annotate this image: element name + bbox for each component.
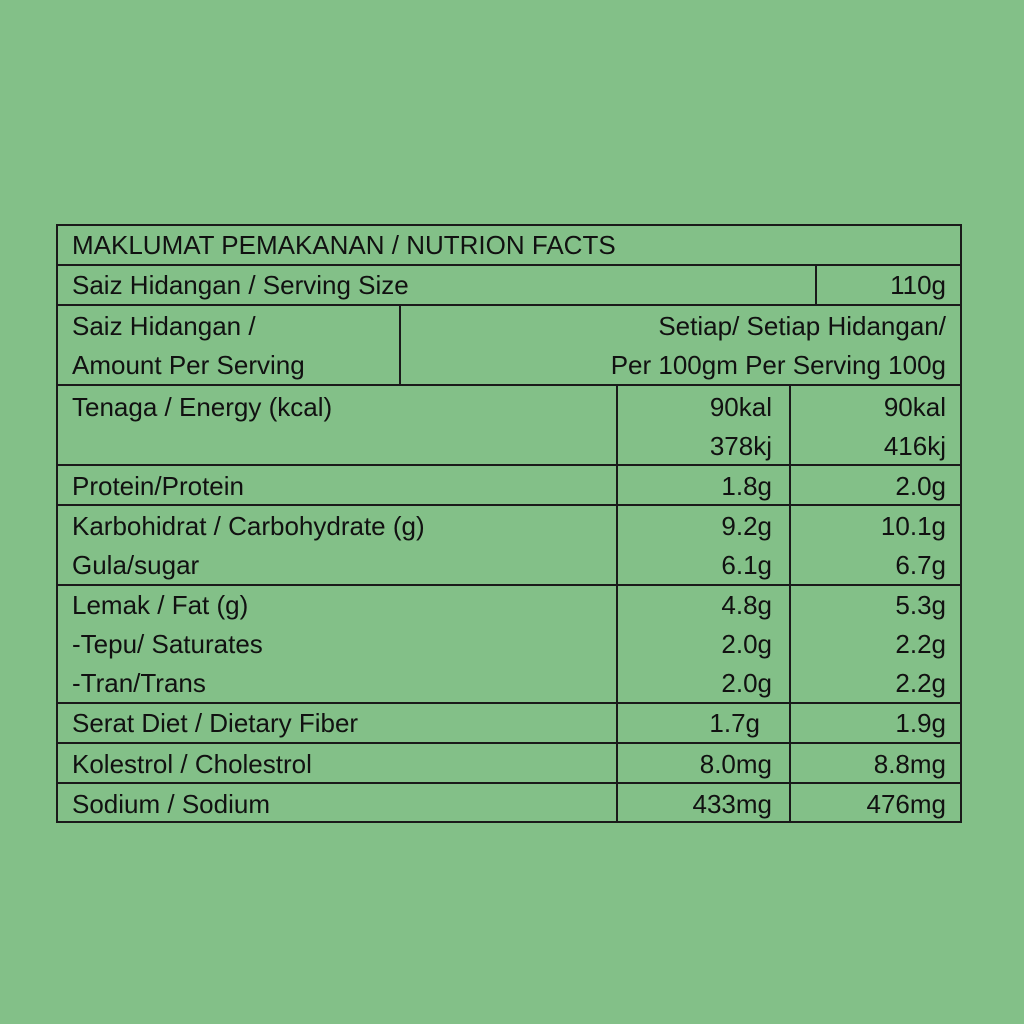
column-divider [616,506,618,584]
energy-row [58,386,960,466]
header-columns-line2: Per 100gm Per Serving 100g [610,350,946,380]
sodium-label: Sodium / Sodium [72,789,270,819]
fat-per100: 4.8g [721,590,772,620]
carbohydrate-label: Karbohidrat / Carbohydrate (g) [72,511,425,541]
saturates-per100: 2.0g [721,629,772,659]
column-divider [616,784,618,823]
sugar-per100: 6.1g [721,550,772,580]
energy-label: Tenaga / Energy (kcal) [72,392,333,422]
column-divider [616,466,618,504]
column-divider [789,466,791,504]
energy-serving-kcal: 90kal [883,392,946,422]
saturates-serving: 2.2g [895,629,946,659]
column-divider [616,386,618,464]
carbohydrate-per100: 9.2g [721,511,772,541]
trans-per100: 2.0g [721,668,772,698]
fiber-label: Serat Diet / Dietary Fiber [72,708,359,738]
fiber-row [58,704,960,744]
sugar-label: Gula/sugar [72,550,200,580]
cholesterol-serving: 8.8mg [873,749,946,779]
header-label-line1: Saiz Hidangan / [72,311,256,341]
fiber-serving: 1.9g [895,708,946,738]
header-columns-line1: Setiap/ Setiap Hidangan/ [658,311,946,341]
fat-row [58,586,960,704]
protein-per100: 1.8g [721,471,772,501]
fat-serving: 5.3g [895,590,946,620]
column-divider [789,744,791,782]
protein-label: Protein/Protein [72,471,244,501]
saturates-label: -Tepu/ Saturates [72,629,263,659]
fiber-per100: 1.7g [709,708,760,738]
header-row [58,306,960,386]
energy-serving-kj: 416kj [883,431,946,461]
sugar-serving: 6.7g [895,550,946,580]
column-divider [789,506,791,584]
column-divider [789,784,791,823]
column-divider [815,266,817,304]
protein-serving: 2.0g [895,471,946,501]
column-divider [399,306,401,384]
nutrition-facts-table [56,224,962,823]
column-divider [616,704,618,742]
trans-serving: 2.2g [895,668,946,698]
column-divider [616,586,618,702]
carbohydrate-serving: 10.1g [880,511,946,541]
sodium-row [58,784,960,823]
serving-size-value: 110g [890,270,946,300]
energy-per100-kcal: 90kal [709,392,772,422]
protein-row [58,466,960,506]
header-label-line2: Amount Per Serving [72,350,305,380]
column-divider [789,386,791,464]
sodium-per100: 433mg [692,789,772,819]
cholesterol-per100: 8.0mg [699,749,772,779]
serving-size-row [58,266,960,306]
trans-label: -Tran/Trans [72,668,206,698]
column-divider [789,704,791,742]
table-title: MAKLUMAT PEMAKANAN / NUTRION FACTS [72,230,616,260]
column-divider [616,744,618,782]
cholesterol-row [58,744,960,784]
title-row [58,226,960,266]
column-divider [789,586,791,702]
sodium-serving: 476mg [866,789,946,819]
cholesterol-label: Kolestrol / Cholestrol [72,749,312,779]
fat-label: Lemak / Fat (g) [72,590,249,620]
energy-per100-kj: 378kj [709,431,772,461]
carbohydrate-row [58,506,960,586]
serving-size-label: Saiz Hidangan / Serving Size [72,270,409,300]
